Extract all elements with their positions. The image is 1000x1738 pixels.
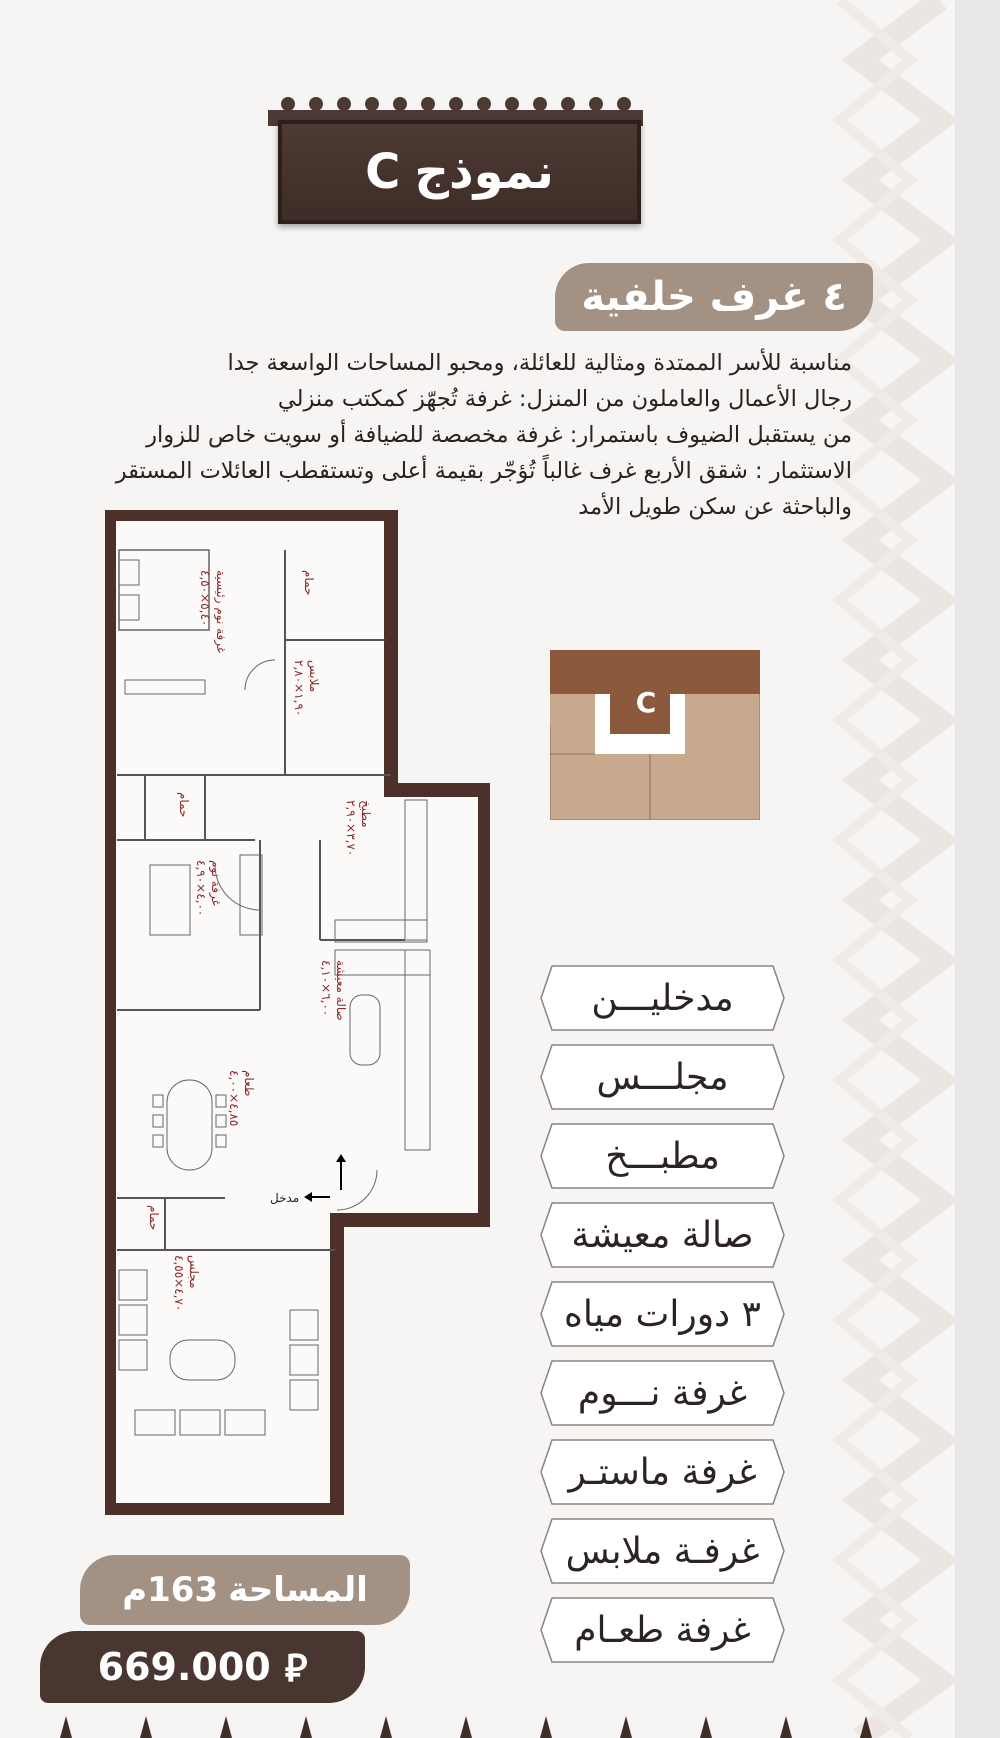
room-label: مطبخ [359, 800, 373, 828]
description-block [72, 345, 852, 525]
room-label: حمام [302, 570, 316, 596]
feature-label: غرفة نـــوم [577, 1372, 748, 1414]
room-size: ٤,٠٠×٤,٩٠ [194, 860, 208, 917]
feature-item [540, 1044, 785, 1110]
floor-plan [105, 510, 490, 1515]
price-banner [40, 1631, 365, 1703]
room-size: ٥,٤٠×٤,٥٠ [198, 570, 212, 627]
feature-label: غرفة طعـام [574, 1609, 751, 1651]
feature-item [540, 1439, 785, 1505]
key-plan-label: C [635, 686, 657, 719]
feature-label: مدخليـــن [591, 977, 734, 1019]
model-title-word: نموذج [414, 144, 554, 200]
feature-item [540, 1518, 785, 1584]
room-size: ٤,٨٥×٤,٠٠ [227, 1070, 241, 1127]
feature-label: غرفـة ملابس [565, 1530, 760, 1572]
description-line: من يستقبل الضيوف باستمرار: غرفة مخصصة للضيافة أو سويت خاص للزوار [146, 422, 852, 448]
bottom-spikes [0, 1712, 955, 1738]
room-label: صالة معيشة [334, 960, 348, 1021]
description-line: مناسبة للأسر الممتدة ومثالية للعائلة، ومحبو المساحات الواسعة جدا [227, 350, 852, 376]
feature-item [540, 1123, 785, 1189]
room-label: طعام [242, 1070, 256, 1097]
area-value: 163م [122, 1570, 219, 1610]
decorative-pattern [820, 0, 955, 1738]
feature-item [540, 1281, 785, 1347]
feature-label: غرفة ماستـر [568, 1451, 757, 1493]
area-banner [80, 1555, 410, 1625]
description-line: والباحثة عن سكن طويل الأمد [578, 494, 852, 520]
feature-item [540, 1360, 785, 1426]
room-label: حمام [177, 792, 191, 818]
area-label: المساحة [228, 1570, 368, 1610]
description-line: رجال الأعمال والعاملون من المنزل: غرفة تُجهّز كمكتب منزلي [277, 386, 852, 412]
feature-label: مطبـــخ [605, 1135, 720, 1177]
key-plan [550, 650, 760, 820]
room-size: ٦,٠٠×٤,١٠ [319, 960, 333, 1017]
room-size: ١,٩٠×٢,٨٠ [292, 660, 306, 717]
room-label: حمام [147, 1205, 161, 1231]
feature-item [540, 1202, 785, 1268]
description-line: الاستثمار : شقق الأربع غرف غالباً تُؤجّر بقيمة أعلى وتستقطب العائلات المستقر [115, 458, 852, 484]
room-label: غرفة نوم [209, 860, 223, 906]
room-size: ٣,٧٠×٢,٩٠ [344, 800, 358, 857]
side-strip [955, 0, 1000, 1738]
riyal-currency-icon: ⃁ [284, 1645, 308, 1690]
feature-label: مجلـــس [596, 1056, 729, 1098]
room-label: غرفة نوم رئيسية [214, 570, 228, 654]
model-title-board [278, 120, 641, 224]
rooms-count-banner: ٤ غرف خلفية [555, 263, 873, 331]
model-title-letter: C [365, 144, 401, 200]
feature-item [540, 1597, 785, 1663]
room-label: مجلس [187, 1255, 201, 1289]
room-size: ٤,٧٠×٤,٥٥ [172, 1255, 186, 1312]
room-label: ملابس [307, 660, 321, 693]
entrance-label: مدخل [270, 1191, 300, 1205]
features-list [540, 965, 785, 1676]
feature-label: ٣ دورات مياه [564, 1293, 761, 1335]
price-value: 669.000 [97, 1645, 271, 1689]
feature-label: صالة معيشة [571, 1214, 754, 1256]
feature-item [540, 965, 785, 1031]
